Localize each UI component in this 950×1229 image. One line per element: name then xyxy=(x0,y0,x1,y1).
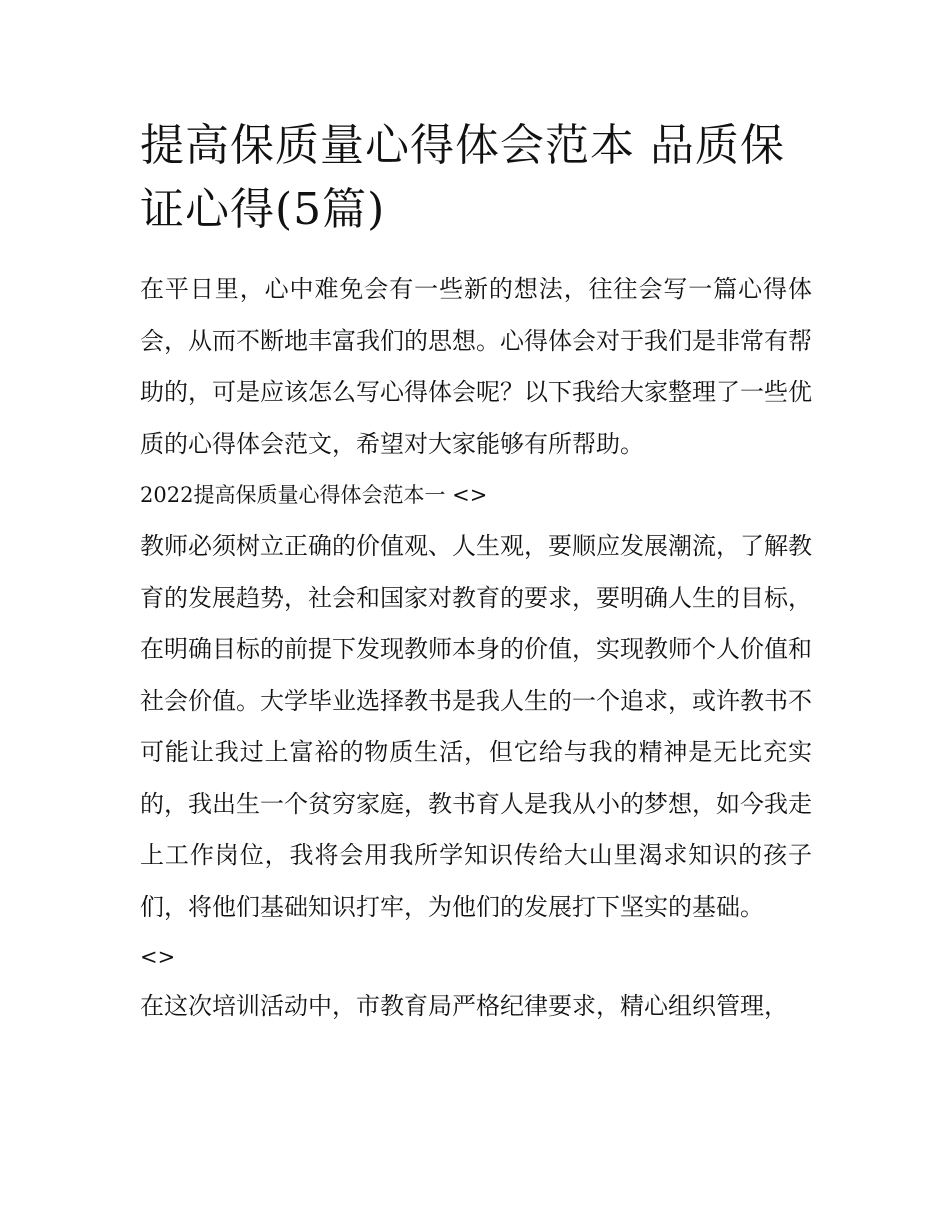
section-body-paragraph: 教师必须树立正确的价值观、人生观，要顺应发展潮流，了解教育的发展趋势，社会和国家对教育的要求，要明确人生的目标，在明确目标的前提下发现教师本身的价值，实现教师个人价值和社会价值。大学毕业选择教书是我人生的一个追求，或许教书不可能让我过上富裕的物质生活，但它给与我的精神是无比充实的，我出生一个贫穷家庭，教书育人是我从小的梦想，如今我走上工作岗位，我将会用我所学知识传给大山里渴求知识的孩子们，将他们基础知识打牢，为他们的发展打下坚实的基础。 xyxy=(140,532,812,921)
next-section-paragraph: 在这次培训活动中，市教育局严格纪律要求，精心组织管理， xyxy=(140,992,788,1020)
document-title: 提高保质量心得体会范本 品质保证心得(5篇) xyxy=(140,120,785,235)
section-marker: <> xyxy=(140,945,176,969)
section-heading: 2022提高保质量心得体会范本一 <> xyxy=(140,483,488,507)
intro-paragraph: 在平日里，心中难免会有一些新的想法，往往会写一篇心得体会，从而不断地丰富我们的思想。心得体会对于我们是非常有帮助的，可是应该怎么写心得体会呢？以下我给大家整理了一些优质的心得体会范文，希望对大家能够有所帮助。 xyxy=(140,275,812,458)
document-page xyxy=(140,114,812,1033)
